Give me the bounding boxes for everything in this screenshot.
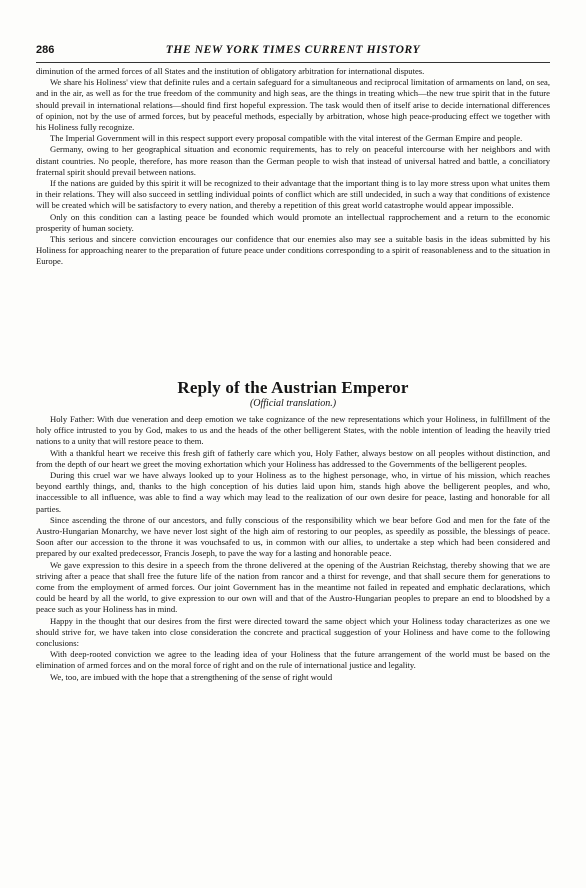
running-title: THE NEW YORK TIMES CURRENT HISTORY	[165, 44, 421, 56]
paragraph: If the nations are guided by this spirit it will be recognized to their advantage that the important thing is to lay more stress upon what unites them in their relations. They will also succeed in settling individual points of conflict which are still undecided, in such a way that conditions of existence will be created which will be satisfactory to every nation, and thereby a repetition of this great world catastrophe would appear impossible.	[36, 178, 550, 211]
paragraph: During this cruel war we have always looked up to your Holiness as to the highest personage, who, in virtue of his mission, which reaches beyond earthly things, and, thanks to the high conception of his duties laid upon him, stands high above the belligerent peoples, and who, inaccessible to all influence, was able to find a way which may lead to the realization of our own desire for peace, lasting and honorable for all parties.	[36, 470, 550, 514]
paragraph: With deep-rooted conviction we agree to the leading idea of your Holiness that the future arrangement of the world must be based on the elimination of armed forces and on the moral force of right and on the rule of international justice and legality.	[36, 649, 550, 671]
paragraph: The Imperial Government will in this respect support every proposal compatible with the vital interest of the German Empire and people.	[50, 133, 523, 144]
header-rule	[36, 62, 550, 63]
top-section	[36, 66, 550, 268]
paragraph: We, too, are imbued with the hope that a strengthening of the sense of right would	[50, 671, 333, 682]
paragraph: This serious and sincere conviction encourages our confidence that our enemies also may see a suitable basis in the ideas submitted by his Holiness for approaching nearer to the preparation of future peace under conditions corresponding to a spirit of reasonableness and to the situation in Europe.	[36, 234, 550, 267]
paragraph: We share his Holiness' view that definite rules and a certain safeguard for a simultaneous and reciprocal limitation of armaments on land, on sea, and in the air, as well as for the true freedom of the community and high seas, are the things in treating which—the new true spirit that in the future should prevail in international relations—should find first hopeful expression. The task would then of itself arise to decide international differences of opinion, not by the use of armed forces, but by peaceful methods, especially by arbitration, whose high peace-producing effect we together with his Holiness fully recognize.	[36, 77, 550, 133]
paragraph: diminution of the armed forces of all States and the institution of obligatory arbitration for international disputes.	[36, 66, 425, 76]
article-body	[36, 414, 550, 683]
article-subtitle: (Official translation.)	[249, 398, 337, 409]
page-number: 286	[36, 44, 55, 56]
paragraph: With a thankful heart we receive this fresh gift of fatherly care which you, Holy Father, always bestow on all peoples without distinction, and from the depth of our heart we greet the moving exhortation which your Holiness has addressed to the Governments of the belligerent peoples.	[36, 447, 550, 469]
paragraph: Holy Father: With due veneration and deep emotion we take cognizance of the new representations which your Holiness, in fulfillment of the holy office intrusted to you by God, makes to us and the heads of the other belligerent States, with the noble intention of leading the heavily tried nations to a unity that will restore peace to them.	[36, 414, 550, 447]
paragraph: Only on this condition can a lasting peace be founded which would promote an intellectual rapprochement and a return to the economic prosperity of human society.	[36, 211, 550, 233]
page-header	[36, 44, 550, 60]
article-headline: Reply of the Austrian Emperor	[177, 378, 409, 397]
paragraph: We gave expression to this desire in a speech from the throne delivered at the opening of the Austrian Reichstag, thereby showing that we are striving after a peace that shall free the future life of the nation from rancor and a thirst for revenge, and that shall secure them for generations to come from the employment of armed forces. Our joint Government has in the meantime not failed in repeated and emphatic declarations, which could be heard by all the world, to give expression to our own will and that of the Austro-Hungarian peoples to prepare an end to bloodshed by a peace such as your Holiness has in mind.	[36, 559, 550, 615]
paragraph: Germany, owing to her geographical situation and economic requirements, has to rely on peaceful intercourse with her neighbors and with distant countries. No people, therefore, has more reason than the German people to wish that instead of universal hatred and battle, a conciliatory fraternal spirit should prevail between nations.	[36, 144, 550, 177]
paragraph: Happy in the thought that our desires from the first were directed toward the same object which your Holiness today characterizes as one we should strive for, we have taken into close consideration the concrete and practical suggestion of your Holiness and have come to the following conclusions:	[36, 615, 550, 649]
paragraph: Since ascending the throne of our ancestors, and fully conscious of the responsibility which we bear before God and men for the fate of the Austro-Hungarian Monarchy, we have never lost sight of the high aim of restoring to our peoples, as speedily as possible, the blessings of peace. Soon after our accession to the throne it was vouchsafed to us, in common with our allies, to undertake a step which had been considered and prepared by our exalted predecessor, Francis Joseph, to pave the way for a lasting and honorable peace.	[36, 514, 550, 559]
